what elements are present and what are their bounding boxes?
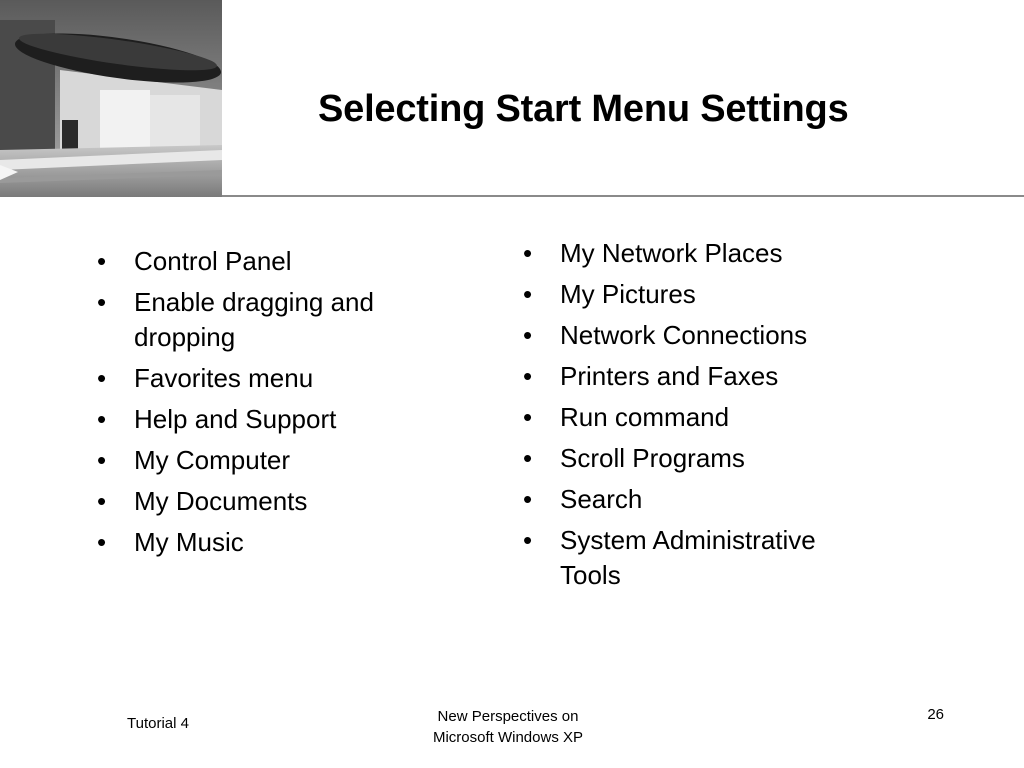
bullet-icon: • — [523, 320, 533, 350]
slide-title: Selecting Start Menu Settings — [318, 88, 849, 130]
left-bullet-list — [97, 244, 427, 566]
bullet-icon: • — [97, 445, 107, 475]
bullet-icon: • — [523, 402, 533, 432]
bullet-icon: • — [523, 484, 533, 514]
list-item — [523, 277, 863, 312]
list-item — [97, 443, 427, 478]
list-item — [97, 285, 427, 355]
list-item-text: System Administrative Tools — [560, 525, 816, 590]
bullet-icon: • — [97, 404, 107, 434]
list-item-text: Help and Support — [134, 404, 337, 434]
list-item — [97, 484, 427, 519]
bullet-icon: • — [97, 287, 107, 317]
bullet-icon: • — [97, 246, 107, 276]
list-item — [523, 400, 863, 435]
list-item-text: Control Panel — [134, 246, 292, 276]
list-item-text: My Pictures — [560, 279, 696, 309]
bullet-icon: • — [523, 443, 533, 473]
list-item-text: Search — [560, 484, 643, 514]
bullet-icon: • — [523, 361, 533, 391]
list-item-text: My Documents — [134, 486, 308, 516]
footer-course-title — [388, 706, 628, 748]
right-bullet-list — [523, 236, 863, 599]
list-item-text: Favorites menu — [134, 363, 314, 393]
list-item — [523, 523, 863, 593]
list-item-text: Run command — [560, 402, 730, 432]
list-item-text: Scroll Programs — [560, 443, 745, 473]
list-item-text: My Computer — [134, 445, 291, 475]
footer-course-line-2: Microsoft Windows XP — [432, 729, 584, 746]
list-item — [97, 244, 427, 279]
bullet-icon: • — [97, 363, 107, 393]
list-item-text: My Network Places — [560, 238, 783, 268]
list-item — [523, 482, 863, 517]
list-item — [97, 402, 427, 437]
header-divider — [222, 195, 1024, 197]
list-item-text: Printers and Faxes — [560, 361, 779, 391]
list-item — [97, 525, 427, 560]
list-item-text: My Music — [134, 527, 244, 557]
page-number: 26 — [927, 706, 944, 723]
bullet-icon: • — [97, 486, 107, 516]
list-item-text: Enable dragging and dropping — [134, 287, 374, 352]
list-item — [97, 361, 427, 396]
list-item — [523, 236, 863, 271]
list-item-text: Network Connections — [560, 320, 808, 350]
bullet-icon: • — [523, 279, 533, 309]
header-photo — [0, 0, 222, 197]
footer-course-line-1: New Perspectives on — [437, 708, 579, 725]
list-item — [523, 441, 863, 476]
list-item — [523, 359, 863, 394]
bullet-icon: • — [523, 525, 533, 555]
footer-tutorial-label: Tutorial 4 — [127, 715, 189, 732]
list-item — [523, 318, 863, 353]
bullet-icon: • — [523, 238, 533, 268]
bullet-icon: • — [97, 527, 107, 557]
